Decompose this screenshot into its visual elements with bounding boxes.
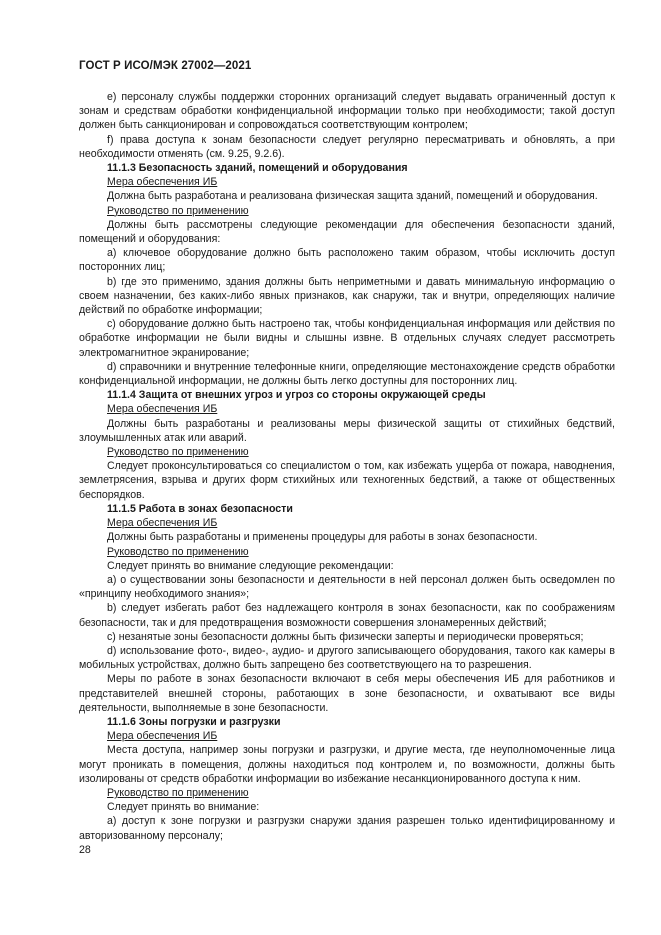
body-paragraph: e) персоналу службы поддержки сторонних организаций следует выдавать ограниченный доступ к зонам и средствам обработки конфиденциальной информации только при необходимости; такой доступ должен быть санкционирован и сопровождаться соответствующим контролем; [79, 91, 615, 132]
body-paragraph: a) ключевое оборудование должно быть расположено таким образом, чтобы исключить доступ посторонних лиц; [79, 247, 615, 274]
document-body [79, 90, 615, 843]
body-paragraph: Должны быть разработаны и реализованы меры физической защиты от стихийных бедствий, злоумышленных атак или аварий. [79, 417, 615, 444]
body-paragraph: Места доступа, например зоны погрузки и разгрузки, и другие места, где неуполномоченные лица могут проникать в помещения, должны находиться под контролем и, по возможности, должны быть изолированы от средств обработки информации во избежание несанкционированного доступа к ним. [79, 744, 615, 785]
body-paragraph: Должны быть рассмотрены следующие рекомендации для обеспечения безопасности зданий, помещений и оборудования: [79, 218, 615, 246]
body-paragraph: d) справочники и внутренние телефонные книги, определяющие местонахождение средств обработки конфиденциальной информации, не должны быть легко доступны для посторонних лиц. [79, 360, 615, 388]
body-paragraph: b) следует избегать работ без надлежащего контроля в зонах безопасности, как по соображениям безопасности, так и для предотвращения возможности совершения злонамеренных действий; [79, 602, 615, 629]
body-paragraph: b) где это применимо, здания должны быть неприметными и давать минимальную информацию о своем назначении, без каких-либо явных признаков, как снаружи, так и внутри, определяющих наличие действий по обработке информации; [79, 275, 615, 317]
section-heading: 11.1.3 Безопасность зданий, помещений и оборудования [107, 162, 408, 175]
subheading [79, 402, 615, 416]
document-header: ГОСТ Р ИСО/МЭК 27002—2021 [79, 60, 252, 72]
body-paragraph: Должна быть разработана и реализована физическая защита зданий, помещений и оборудования. [107, 190, 598, 203]
body-paragraph: Меры по работе в зонах безопасности включают в себя меры обеспечения ИБ для работников и представителей внешней стороны, работающих в зоне безопасности, и охватывают все виды деятельности, выполняемые в зоне безопасности. [79, 673, 615, 714]
subheading [79, 204, 615, 218]
subheading-label: Мера обеспечения ИБ [107, 403, 218, 416]
body-paragraph: Должны быть разработаны и применены процедуры для работы в зонах безопасности. [107, 531, 538, 544]
subheading [79, 729, 615, 743]
body-paragraph: f) права доступа к зонам безопасности следует регулярно пересматривать и обновлять, а при необходимости отменять (см. 9.25, 9.2.6). [79, 133, 615, 160]
subheading-label: Руководство по применению [107, 786, 249, 799]
subheading [79, 445, 615, 459]
subheading-label: Руководство по применению [107, 204, 249, 217]
subheading-label: Руководство по применению [107, 545, 249, 558]
body-paragraph: Следует принять во внимание следующие рекомендации: [107, 559, 394, 572]
subheading-label: Мера обеспечения ИБ [107, 730, 218, 743]
body-paragraph: a) доступ к зоне погрузки и разгрузки снаружи здания разрешен только идентифицированному и авторизованному персоналу; [79, 815, 615, 842]
subheading-label: Мера обеспечения ИБ [107, 517, 218, 530]
body-paragraph: Следует проконсультироваться со специалистом о том, как избежать ущерба от пожара, наводнения, землетрясения, взрыва и других форм стихийных или техногенных бедствий, а также от общественных беспорядков. [79, 460, 615, 501]
body-paragraph: c) незанятые зоны безопасности должны быть физически заперты и периодически проверяться; [107, 630, 584, 643]
body-paragraph: a) о существовании зоны безопасности и деятельности в ней персонал должен быть осведомлен по «принципу необходимого знания»; [79, 573, 615, 601]
body-paragraph: Следует принять во внимание: [107, 801, 260, 814]
subheading [79, 175, 615, 189]
subheading-label: Руководство по применению [107, 446, 249, 459]
subheading [79, 786, 615, 800]
section-heading: 11.1.5 Работа в зонах безопасности [107, 502, 293, 515]
section-heading: 11.1.6 Зоны погрузки и разгрузки [107, 715, 281, 728]
subheading-label: Мера обеспечения ИБ [107, 176, 218, 189]
subheading [79, 516, 615, 530]
page-number: 28 [79, 844, 91, 856]
body-paragraph: c) оборудование должно быть настроено так, чтобы конфиденциальная информация или действия по обработке информации не были видны и слышны извне. В отдельных случаях следует рассмотреть электромагнитное экранирование; [79, 318, 615, 359]
subheading [79, 545, 615, 559]
body-paragraph: d) использование фото-, видео-, аудио- и другого записывающего оборудования, такого как камеры в мобильных устройствах, должно быть запрещено без соответствующего на то разрешения. [79, 644, 615, 672]
section-heading: 11.1.4 Защита от внешних угроз и угроз со стороны окружающей среды [107, 389, 486, 402]
